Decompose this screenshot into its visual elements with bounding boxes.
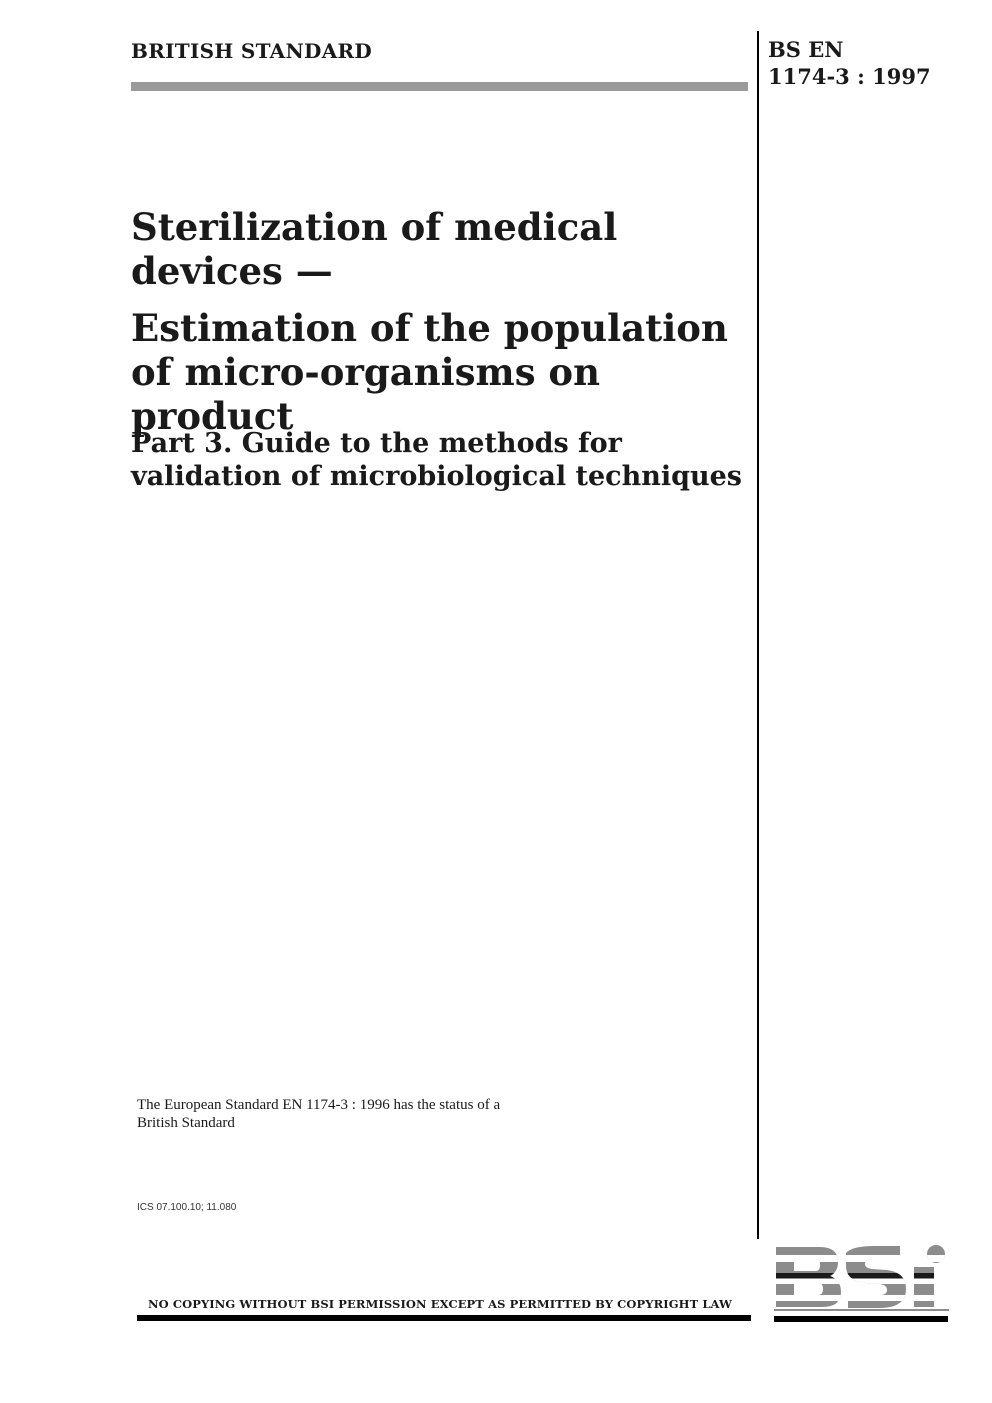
status-line-2: British Standard xyxy=(137,1115,235,1131)
document-part-title: Part 3. Guide to the methods for validation of microbiological techniques xyxy=(131,428,742,492)
header-rule xyxy=(131,82,748,91)
footer-rule xyxy=(137,1315,751,1321)
ics-code: ICS 07.100.10; 11.080 xyxy=(137,1202,237,1213)
status-line-1: The European Standard EN 1174-3 : 1996 has the status of a xyxy=(137,1097,501,1113)
bsi-logo-icon xyxy=(774,1243,949,1311)
standard-number-line1: BS EN xyxy=(768,37,844,62)
document-type-label: BRITISH STANDARD xyxy=(131,39,373,63)
status-statement xyxy=(137,1096,577,1132)
margin-divider xyxy=(757,31,759,1239)
standard-number-line2: 1174-3 : 1997 xyxy=(768,64,931,89)
document-subtitle: Estimation of the population of micro-organisms on product xyxy=(131,306,728,438)
standard-number xyxy=(768,36,931,90)
document-title: Sterilization of medical devices — xyxy=(131,205,618,293)
copyright-notice: NO COPYING WITHOUT BSI PERMISSION EXCEPT AS PERMITTED BY COPYRIGHT LAW xyxy=(148,1297,733,1311)
logo-base-bar xyxy=(774,1316,948,1322)
